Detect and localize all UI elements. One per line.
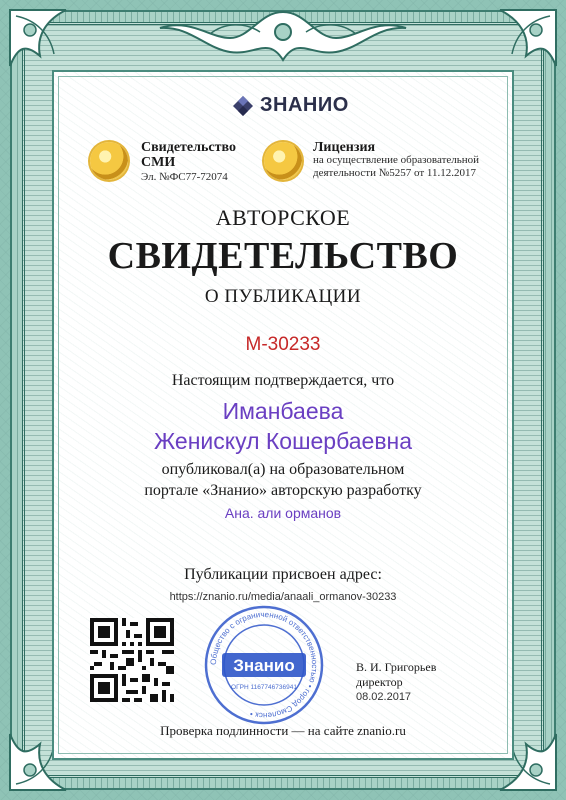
znanio-logo-icon (232, 95, 254, 117)
title-line-1: АВТОРСКОЕ (215, 205, 351, 230)
work-title: Ана. али орманов (224, 505, 342, 521)
author-given-names: Женискул Кошербаевна (153, 428, 413, 454)
brand-name: ЗНАНИО (260, 94, 349, 116)
address-url[interactable]: https://znanio.ru/media/anaali_ormanov-30233 (169, 591, 397, 603)
badge-license-title: Лицензия (313, 140, 376, 155)
top-ornament-icon (150, 8, 416, 64)
title-line-3: О ПУБЛИКАЦИИ (204, 286, 362, 307)
issue-date: 08.02.2017 (356, 691, 412, 703)
medal-icon (264, 142, 302, 180)
address-label: Публикации присвоен адрес: (184, 566, 382, 583)
stamp-seal (202, 603, 326, 727)
qr-code-icon[interactable] (90, 618, 174, 702)
director-name: В. И. Григорьев (356, 660, 437, 674)
stamp-ids: ОГРН 1167746736941 (231, 684, 297, 691)
title-line-2: СВИДЕТЕЛЬСТВО (107, 235, 459, 277)
badge-smi-sub: Эл. №ФС77-72074 (141, 171, 228, 183)
director-role: директор (356, 675, 403, 689)
badge-license-sub: на осуществление образовательной деятельности №5257 от 11.12.2017 (313, 154, 480, 179)
badge-smi-title: Свидетельство СМИ (141, 140, 236, 170)
published-text-1: опубликовал(а) на образовательном (161, 461, 405, 478)
confirm-text: Настоящим подтверждается, что (171, 372, 395, 389)
author-surname: Иманбаева (222, 398, 344, 424)
certificate-number: М-30233 (245, 334, 321, 355)
medal-icon (90, 142, 128, 180)
brand-logo[interactable] (232, 94, 349, 117)
verify-text: Проверка подлинности — на сайте znanio.ru (160, 723, 406, 738)
stamp-center-text: Знанио (233, 656, 295, 675)
published-text-2: портале «Знанио» авторскую разработку (144, 482, 422, 499)
stamp-ring-text: Общество с ограниченной ответственностью • город Смоленск • (208, 609, 320, 721)
